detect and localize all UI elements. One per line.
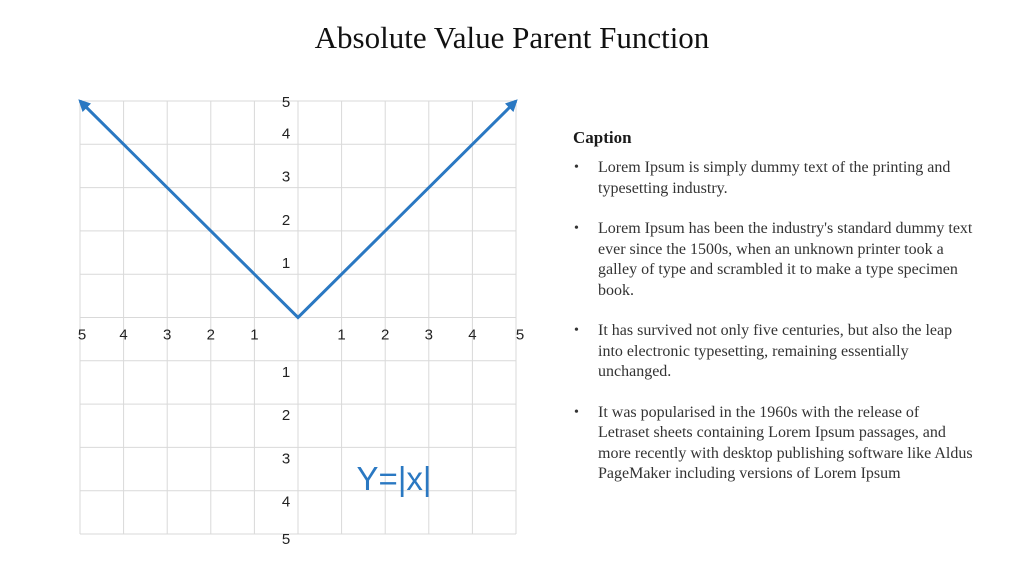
caption-heading: Caption [573,128,632,147]
y-tick-label: 5 [281,94,291,111]
caption-bullet-text: It was popularised in the 1960s with the release of Letraset sheets containing Lorem Ipsum passages, and more recently with desktop publishing software like Aldus PageMaker including versions of Lorem Ipsum [598,403,973,482]
bullet-icon: • [574,404,579,420]
equation-label: Y=|x| [356,460,432,497]
x-tick-label: 5 [77,326,87,344]
bullet-icon: • [574,160,579,175]
bullet-icon: • [574,221,579,236]
x-tick-label: 5 [515,326,525,344]
slide-title: Absolute Value Parent Function [314,20,710,55]
x-tick-label: 1 [337,326,346,344]
x-tick-label: 4 [119,326,128,344]
caption-bullet [573,321,973,383]
caption-bullet-text: It has survived not only five centuries, but also the leap into electronic typesetting, remaining essentially unchanged. [598,322,953,380]
x-tick-label: 4 [468,326,477,344]
caption-bullet-list [573,158,973,485]
caption-bullet [573,403,973,485]
bullet-icon: • [574,323,579,338]
x-tick-label: 1 [250,326,259,344]
y-tick-label: 1 [281,255,291,273]
chart-tick-labels [78,94,524,548]
y-tick-label: 2 [281,211,291,229]
x-tick-label: 2 [381,326,390,344]
y-tick-label: 3 [281,168,291,186]
caption-bullet-text: Lorem Ipsum has been the industry's standard dummy text ever since the 1500s, when an unknown printer took a galley of type and scrambled it to make a type specimen book. [598,220,973,299]
caption-bullet [573,219,973,301]
caption-panel [573,128,973,505]
caption-bullet [573,158,973,199]
x-tick-label: 3 [163,326,172,344]
y-tick-label: 5 [281,531,291,548]
y-tick-label: 2 [281,407,291,425]
x-tick-label: 2 [206,326,215,344]
y-tick-label: 3 [281,450,291,468]
y-tick-label: 4 [281,125,291,143]
caption-bullet-text: Lorem Ipsum is simply dummy text of the printing and typesetting industry. [598,159,951,197]
x-tick-label: 3 [424,326,433,344]
y-tick-label: 4 [281,493,291,511]
y-tick-label: 1 [281,363,291,381]
